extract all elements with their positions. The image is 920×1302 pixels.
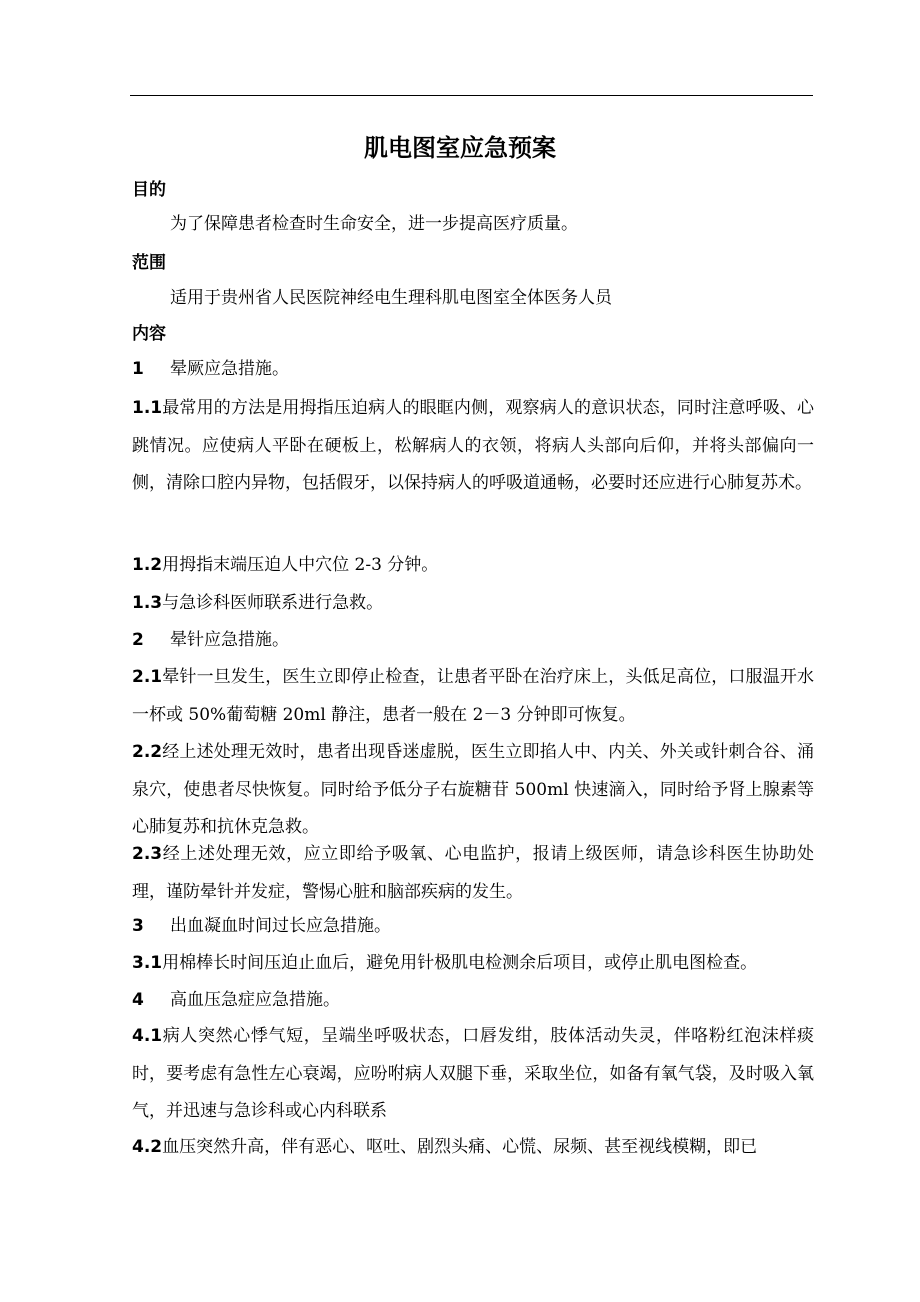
section-4	[132, 982, 814, 1020]
item-3-1	[132, 945, 814, 983]
section-number: 4	[132, 990, 144, 1010]
item-number: 1.3	[132, 593, 163, 613]
item-4-1	[132, 1018, 814, 1131]
item-1-1	[132, 390, 814, 503]
section-text: 晕厥应急措施。	[170, 359, 289, 379]
section-text: 高血压急症应急措施。	[170, 990, 340, 1010]
item-2-1	[132, 659, 814, 734]
purpose-text: 为了保障患者检查时生命安全，进一步提高医疗质量。	[170, 214, 578, 234]
section-number: 3	[132, 916, 144, 936]
section-3	[132, 908, 814, 946]
item-text: 经上述处理无效，应立即给予吸氧、心电监护，报请上级医师，请急诊科医生协助处理，谨防晕针并发症，警惕心脏和脑部疾病的发生。	[132, 844, 814, 902]
section-1	[132, 351, 814, 389]
item-number: 2.1	[132, 667, 163, 687]
heading-purpose: 目的	[132, 180, 166, 200]
item-1-2	[132, 547, 814, 585]
item-number: 2.3	[132, 844, 163, 864]
item-text: 用拇指末端压迫人中穴位 2-3 分钟。	[162, 555, 439, 575]
item-number: 4.2	[132, 1137, 163, 1157]
item-text: 血压突然升高，伴有恶心、呕吐、剧烈头痛、心慌、尿频、甚至视线模糊，即已	[162, 1137, 758, 1157]
heading-scope: 范围	[132, 253, 166, 273]
section-2	[132, 622, 814, 660]
document-title: 肌电图室应急预案	[364, 134, 556, 162]
item-text: 病人突然心悸气短，呈端坐呼吸状态，口唇发绀，肢体活动失灵，伴咯粉红泡沫样痰时，要考虑有急性左心衰竭，应吩咐病人双腿下垂，采取坐位，如备有氧气袋，及时吸入氧气，并迅速与急诊科或心内科联系	[132, 1026, 814, 1121]
item-1-3	[132, 585, 814, 623]
item-text: 最常用的方法是用拇指压迫病人的眼眶内侧，观察病人的意识状态，同时注意呼吸、心跳情况。应使病人平卧在硬板上，松解病人的衣领，将病人头部向后仰，并将头部偏向一侧，清除口腔内异物，包括假牙，以保持病人的呼吸道通畅，必要时还应进行心肺复苏术。	[132, 398, 814, 493]
item-number: 4.1	[132, 1026, 163, 1046]
item-number: 3.1	[132, 953, 163, 973]
section-text: 出血凝血时间过长应急措施。	[170, 916, 391, 936]
item-text: 与急诊科医师联系进行急救。	[162, 593, 384, 613]
item-text: 晕针一旦发生，医生立即停止检查，让患者平卧在治疗床上，头低足高位，口服温开水一杯或 50%葡萄糖 20ml 静注，患者一般在 2－3 分钟即可恢复。	[132, 667, 814, 725]
item-2-3	[132, 836, 814, 911]
section-number: 2	[132, 630, 144, 650]
section-number: 1	[132, 359, 144, 379]
item-text: 经上述处理无效时，患者出现昏迷虚脱，医生立即掐人中、内关、外关或针刺合谷、涌泉穴，使患者尽快恢复。同时给予低分子右旋糖苷 500ml 快速滴入，同时给予肾上腺素等心肺复苏和抗休克急救。	[132, 742, 814, 837]
item-number: 1.1	[132, 398, 163, 418]
section-text: 晕针应急措施。	[170, 630, 289, 650]
item-4-2	[132, 1129, 814, 1167]
item-number: 2.2	[132, 742, 163, 762]
heading-content: 内容	[132, 324, 166, 344]
item-text: 用棉棒长时间压迫止血后，避免用针极肌电检测余后项目，或停止肌电图检查。	[162, 953, 758, 973]
header-rule	[130, 95, 813, 96]
item-number: 1.2	[132, 555, 163, 575]
item-2-2	[132, 734, 814, 847]
scope-text: 适用于贵州省人民医院神经电生理科肌电图室全体医务人员	[170, 288, 612, 308]
